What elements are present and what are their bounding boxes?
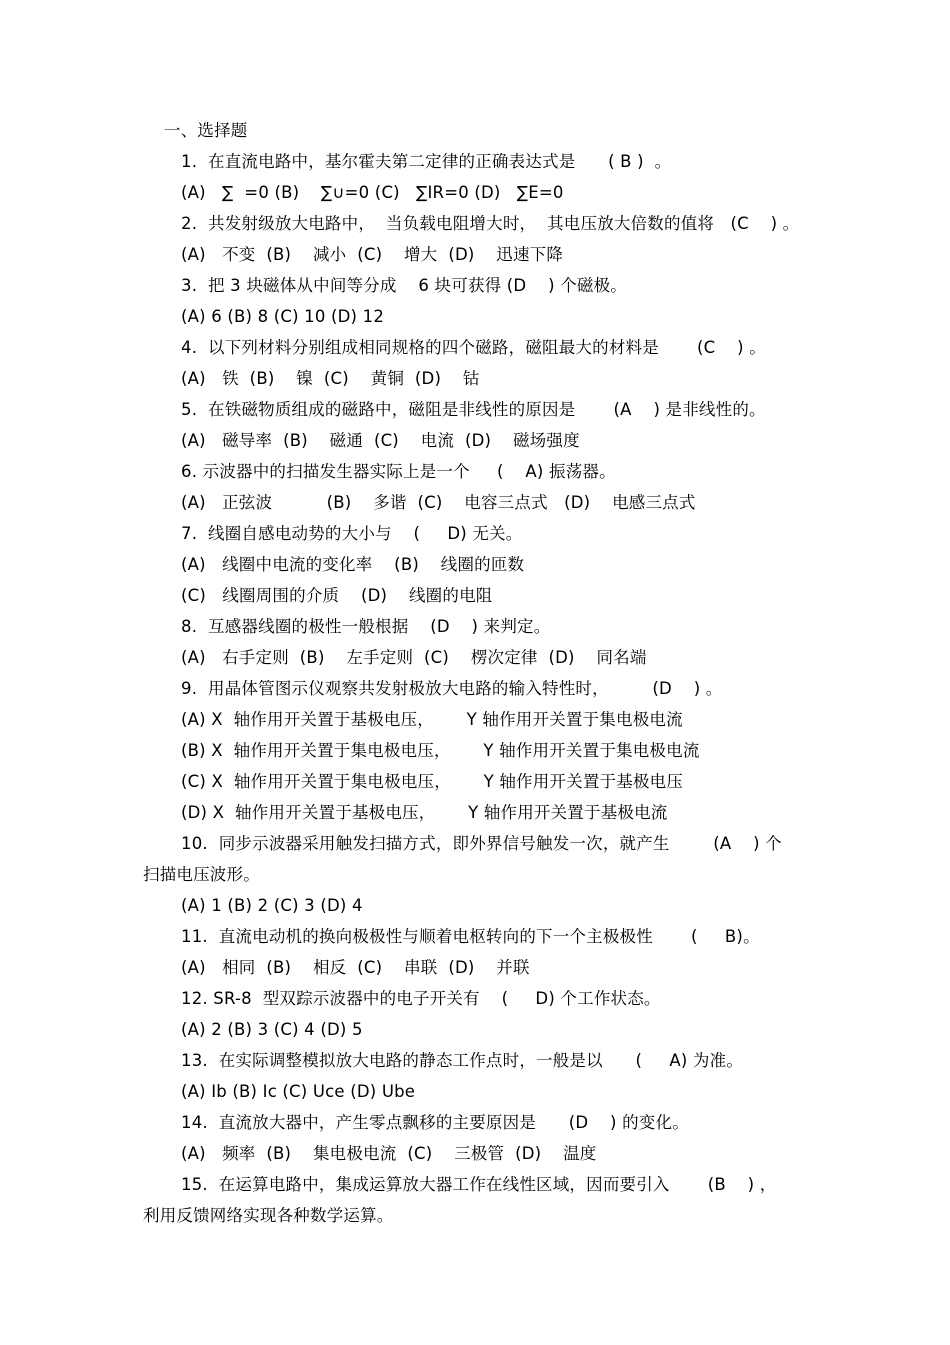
- question-15-continued: 利用反馈网络实现各种数学运算。: [143, 1206, 394, 1225]
- options-4: (A) 铁 (B) 镍 (C) 黄铜 (D) 钴: [181, 369, 480, 388]
- question-10-continued: 扫描电压波形。: [143, 865, 260, 884]
- question-10: 10. 同步示波器采用触发扫描方式，即外界信号触发一次，就产生 (A ) 个: [181, 834, 782, 853]
- options-13: (A) Ib (B) Ic (C) Uce (D) Ube: [181, 1082, 416, 1101]
- options-7b: (C) 线圈周围的介质 (D) 线圈的电阻: [181, 586, 493, 605]
- options-5: (A) 磁导率 (B) 磁通 (C) 电流 (D) 磁场强度: [181, 431, 580, 450]
- question-14: 14. 直流放大器中，产生零点飘移的主要原因是 (D ) 的变化。: [181, 1113, 689, 1132]
- options-11: (A) 相同 (B) 相反 (C) 串联 (D) 并联: [181, 958, 530, 977]
- options-2: (A) 不变 (B) 减小 (C) 增大 (D) 迅速下降: [181, 245, 564, 264]
- options-1: (A) ∑ =0 (B) ∑∪=0 (C) ∑IR=0 (D) ∑E=0: [181, 183, 564, 202]
- question-2: 2. 共发射级放大电路中， 当负载电阻增大时， 其电压放大倍数的值将 (C ) 。: [181, 214, 800, 233]
- options-14: (A) 频率 (B) 集电极电流 (C) 三极管 (D) 温度: [181, 1144, 597, 1163]
- option-9d: (D) X 轴作用开关置于基极电压， Y 轴作用开关置于基极电流: [181, 803, 668, 822]
- option-9a: (A) X 轴作用开关置于基极电压， Y 轴作用开关置于集电极电流: [181, 710, 683, 729]
- question-8: 8. 互感器线圈的极性一般根据 (D ) 来判定。: [181, 617, 551, 636]
- document-body: [0, 115, 950, 1231]
- options-6: (A) 正弦波 (B) 多谐 (C) 电容三点式 (D) 电感三点式: [181, 493, 696, 512]
- question-4: 4. 以下列材料分别组成相同规格的四个磁路，磁阻最大的材料是 (C ) 。: [181, 338, 766, 357]
- option-9c: (C) X 轴作用开关置于集电极电压， Y 轴作用开关置于基极电压: [181, 772, 684, 791]
- question-3: 3. 把 3 块磁体从中间等分成 6 块可获得 (D ) 个磁极。: [181, 276, 627, 295]
- options-8: (A) 右手定则 (B) 左手定则 (C) 楞次定律 (D) 同名端: [181, 648, 647, 667]
- options-7a: (A) 线圈中电流的变化率 (B) 线圈的匝数: [181, 555, 525, 574]
- question-6: 6. 示波器中的扫描发生器实际上是一个 ( A) 振荡器。: [181, 462, 616, 481]
- question-13: 13. 在实际调整模拟放大电路的静态工作点时，一般是以 ( A) 为准。: [181, 1051, 744, 1070]
- question-15: 15. 在运算电路中，集成运算放大器工作在线性区域，因而要引入 (B ) ，: [181, 1175, 777, 1194]
- options-12: (A) 2 (B) 3 (C) 4 (D) 5: [181, 1020, 363, 1039]
- question-11: 11. 直流电动机的换向极极性与顺着电枢转向的下一个主极极性 ( B)。: [181, 927, 760, 946]
- question-12: 12. SR-8 型双踪示波器中的电子开关有 ( D) 个工作状态。: [181, 989, 661, 1008]
- option-9b: (B) X 轴作用开关置于集电极电压， Y 轴作用开关置于集电极电流: [181, 741, 700, 760]
- section-title: 一、选择题: [164, 121, 248, 140]
- options-3: (A) 6 (B) 8 (C) 10 (D) 12: [181, 307, 385, 326]
- question-1: 1. 在直流电路中，基尔霍夫第二定律的正确表达式是 ( B ) 。: [181, 152, 672, 171]
- options-10: (A) 1 (B) 2 (C) 3 (D) 4: [181, 896, 363, 915]
- question-9: 9. 用晶体管图示仪观察共发射极放大电路的输入特性时， (D ) 。: [181, 679, 723, 698]
- question-5: 5. 在铁磁物质组成的磁路中，磁阻是非线性的原因是 (A ) 是非线性的。: [181, 400, 766, 419]
- question-7: 7. 线圈自感电动势的大小与 ( D) 无关。: [181, 524, 523, 543]
